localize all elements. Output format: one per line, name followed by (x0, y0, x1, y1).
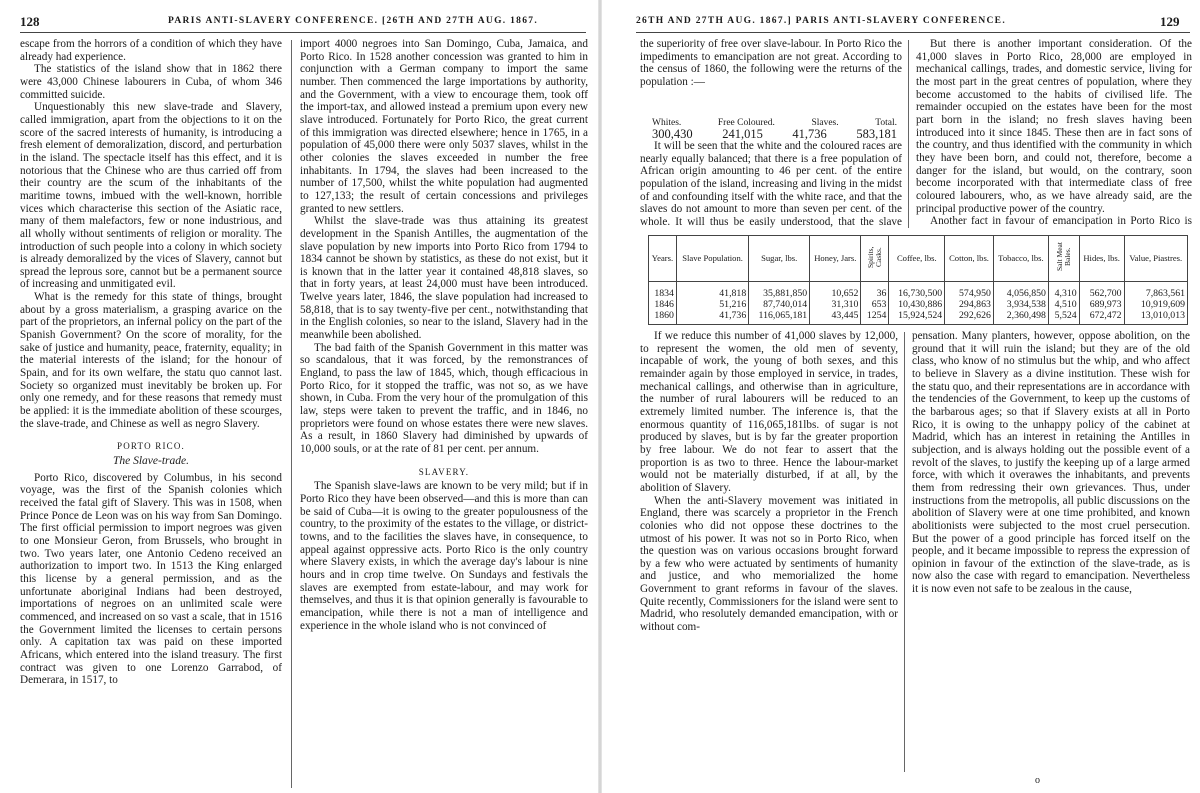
table-cell: 5,524 (1048, 310, 1079, 325)
table-cell: 294,863 (945, 299, 994, 310)
right-column-3 (640, 330, 898, 785)
table-cell: 3,934,538 (993, 299, 1048, 310)
table-cell: 689,973 (1079, 299, 1124, 310)
section-subheading: The Slave-trade. (112, 455, 189, 467)
table-row (649, 310, 1188, 325)
table-cell: 672,472 (1079, 310, 1124, 325)
table-cell: 2,360,498 (993, 310, 1048, 325)
population-header: Total. (875, 118, 897, 128)
table-header: Sugar, lbs. (749, 236, 810, 282)
table-header: Tobacco, lbs. (993, 236, 1048, 282)
paragraph: But there is another important consideration. Of the 41,000 slaves in Porto Rico, 28,000 are employed in mechanical callings, trades, and domestic service, living for the most part in the great centres of population, where they become accustomed to the habits of civilised life. The remainder occupied on the estates have been for the most part born in the island; no fresh slaves having been introduced into it since 1845. These then are in fact sons of the country, and thus identified with the community in which they have been born, and could not, therefore, become a danger for the island, but would, on the contrary, soon become incorporated with that intermediate class of free coloured labourers, who, as we have already said, are the principal productive power of the country. (916, 38, 1192, 215)
table-cell: 1834 (649, 282, 677, 300)
table-header (1048, 236, 1079, 282)
population-value: 41,736 (792, 127, 827, 141)
paragraph: It will be seen that the white and the coloured races are nearly equally balanced; that there is a free population of African origin amounting to 46 per cent. of the entire population of the island, increasing and living in the midst of and confounding itself with the white race, and that the slaves do not amount to more than seven per cent. of the whole. It will thus be easily understood, that the slave (640, 140, 902, 228)
paragraph: Whilst the slave-trade was thus attaining its greatest development in the Spanish Antilles, the augmentation of the slave population by new imports into Porto Rico from 1794 to 1834 cannot be shown by statistics, as these do not exist, but it is known that in the latter year it contained 48,818 slaves, so that in forty years, at least 24,000 must have been introduced. Twelve years later, 1846, the slave population had increased to 58,818, that is to say twenty-five per cent., notwithstanding that in the English colonies, so near to the island, Slavery had in the meanwhile been abolished. (300, 215, 588, 342)
population-value: 583,181 (856, 127, 897, 141)
table-header (861, 236, 889, 282)
table-cell: 7,863,561 (1124, 282, 1187, 300)
table-header: Honey, Jars. (810, 236, 861, 282)
table-cell: 10,652 (810, 282, 861, 300)
table-cell: 15,924,524 (889, 310, 945, 325)
table-cell: 4,310 (1048, 282, 1079, 300)
paragraph: If we reduce this number of 41,000 slaves by 12,000, to represent the women, the old men of seventy, incapable of work, the young of both sexes, and this remainder again by those employed in service, in trades, mechanical callings, and otherwise than in agriculture, the number of rural labourers will be reduced to an extremely limited number. The inference is, that the enormous quantity of 116,065,181lbs. of sugar is not produced by slaves, but is by far the greater proportion by free labour. We do not fear to assert that the proportion is as two to three. Hence the labour-market would not be materially disturbed, if at all, by the abolition of Slavery. (640, 330, 898, 494)
table-header-row (649, 236, 1188, 282)
right-column-1-bottom (640, 140, 902, 230)
paragraph: What is the remedy for this state of things, brought about by a gross materialism, a grasping avarice on the part of the proprietors, an infernal policy on the part of the Spanish Government? On the score of morality, for the sake of justice and humanity, peace, fraternity, equality; in the material interests of the island; for the honour of Spain, and for its own welfare, the statu quo cannot last. Society so organized must inevitably be broken up. For only one remedy, and for these reasons that remedy must be applied: it is the immediate abolition of these scourges, the slave-trade, and Chinese as well as negro Slavery. (20, 291, 282, 430)
table-cell: 41,736 (676, 310, 748, 325)
table-header: Years. (649, 236, 677, 282)
paragraph: the superiority of free over slave-labour. In Porto Rico the impediments to emancipation are not great. According to the census of 1860, the following were the returns of the population :— (640, 38, 902, 88)
table-row (649, 282, 1188, 300)
table-cell: 1254 (861, 310, 889, 325)
header-rule (20, 32, 586, 33)
table-cell: 16,730,500 (889, 282, 945, 300)
table-cell: 562,700 (1079, 282, 1124, 300)
table-header: Coffee, lbs. (889, 236, 945, 282)
population-value: 300,430 (652, 127, 693, 141)
table-header: Slave Population. (676, 236, 748, 282)
table-cell: 87,740,014 (749, 299, 810, 310)
table-cell: 1860 (649, 310, 677, 325)
page-number: 129 (1160, 14, 1180, 29)
table-header: Cotton, lbs. (945, 236, 994, 282)
page-number: 128 (20, 14, 40, 29)
column-rule (904, 332, 905, 772)
table-cell: 51,216 (676, 299, 748, 310)
table-header-vertical: Spirits, Casks. (865, 246, 883, 268)
header-rule (636, 32, 1190, 33)
paragraph: import 4000 negroes into San Domingo, Cuba, Jamaica, and Porto Rico. In 1528 another concession was granted to him in conjunction with a German company to import the same number. Then commenced the large importations by authority, and the Government, with a view to encourage them, took off the import-tax, and allowed instead a premium upon every new slave introduced. Fortunately for Porto Rico, the great current of this immigration was directed elsewhere; hence in 1765, in a population of 45,000 there were only 5037 slaves, whilst in the other colonies the slaves exceeded in number the free inhabitants. In 1794, the slaves had been increased to the number of 17,500, whilst the white population had augmented to 127,133; the result of certain concessions and privileges granted to new settlers. (300, 38, 588, 215)
paragraph: The statistics of the island show that in 1862 there were 43,000 Chinese labourers in Cuba, of whom 346 committed suicide. (20, 63, 282, 101)
footer-mark: o (1035, 775, 1040, 786)
table-header: Hides, lbs. (1079, 236, 1124, 282)
production-table (648, 235, 1188, 325)
table-cell: 41,818 (676, 282, 748, 300)
right-column-1-top (640, 38, 902, 110)
left-column-2 (300, 38, 588, 790)
table-cell: 4,510 (1048, 299, 1079, 310)
population-header: Free Coloured. (717, 118, 775, 128)
table-cell: 4,056,850 (993, 282, 1048, 300)
paragraph: Another fact in favour of emancipation in Porto Rico is (930, 215, 1192, 228)
paragraph: The bad faith of the Spanish Government in this matter was so scandalous, that it was forced, by the remonstrances of England, to pass the law of 1845, which, though efficacious in Porto Rico, for it stopped the traffic, was not so, as we have shown, in Cuba. From the very hour of the promulgation of this law, steps were taken to prevent the traffic, and in 1846, no proprietors were found on whose estates there were new slaves. As a result, in 1860 Slavery had diminished by upwards of 10,000 souls, or at the rate of 81 per cent. per annum. (300, 341, 588, 455)
paragraph: escape from the horrors of a condition of which they have already had experience. (20, 38, 282, 63)
table-cell: 653 (861, 299, 889, 310)
right-column-4 (912, 330, 1190, 772)
table-cell: 10,430,886 (889, 299, 945, 310)
table-row (649, 299, 1188, 310)
table-cell: 292,626 (945, 310, 994, 325)
table-cell: 116,065,181 (749, 310, 810, 325)
paragraph: pensation. Many planters, however, oppose abolition, on the ground that it will ruin the island; but they are of the old class, who know of no stimulus but the whip, and who affect to believe in Slavery as a divine institution. These wish for the statu quo, and their representations are in accordance with the tendencies of the Government, to keep up the customs of the barbarous ages; so that if Slavery exists at all in Porto Rico, it is owing to the unhappy policy of the cabinet at Madrid, which has an interest in retaining the Antilles in subjection, and is always holding out the possible event of a revolt of the slaves, to justify the keeping up of a large armed force, with which it overawes the inhabitants, and prevents them from redressing their own grievances. Thus, under instructions from the metropolis, all public discussions on the abolition of Slavery were at one time prohibited, and known abolitionists were subjected to the most cruel persecution. But the power of a good principle has forced itself on the people, and it became impossible to repress the expression of opinion in favour of the extinction of the slave-trade, as is now also the case with regard to emancipation. Nevertheless it is now even not safe to be zealous in the cause, (912, 330, 1190, 596)
section-heading: PORTO RICO. (116, 441, 185, 452)
right-column-2 (916, 38, 1192, 228)
table-cell: 43,445 (810, 310, 861, 325)
paragraph: When the anti-Slavery movement was initiated in England, there was scarcely a proprietor in the French colonies who did not oppose these doctrines to the utmost of his power. It was not so in Porto Rico, when the question was on various occasions brought forward by a few who were actuated by sentiments of humanity and justice, and who memorialized the home Government to grant reforms in favour of the slaves. Quite recently, Commissioners for the island were sent to Madrid, who resolutely demanded emancipation, with or without com- (640, 494, 898, 634)
table-cell: 574,950 (945, 282, 994, 300)
section-heading: SLAVERY. (418, 466, 470, 477)
table-cell: 31,310 (810, 299, 861, 310)
table-cell: 36 (861, 282, 889, 300)
paragraph: Unquestionably this new slave-trade and Slavery, called immigration, apart from the objections to it on the score of the sacred interests of humanity, is introducing a fresh element of demoralization, discord, and perturbation in the island. The spectacle itself has this effect, and it is notorious that the Chinese who are thus carried off from their country are the scum of the inhabitants of the maritime towns, imbued with the well-known, horrible vices which characterise this section of the Asiatic race, many of them malefactors, few or none industrious, and all wholly without sentiments of religion or morality. The introduction of such people into a colony in which society is already demoralized by the vices of Slavery, cannot but spread the leprous sore, cannot but be a permanent source of increasing and unmitigated evil. (20, 101, 282, 291)
paragraph: The Spanish slave-laws are known to be very mild; but if in Porto Rico they have been observed—and this is more than can be said of Cuba—it is owing to the greater populousness of the country, to the proximity of the estates to the village, or district-towns, and to the facilities the slaves have, in consequence, to appeal against oppressive acts. Porto Rico is the only country where Slavery exists, in which the average day's labour is nine hours and in crop time twelve. On Sundays and festivals the slaves are exempted from estate-labour, and may work for themselves, and thus it is that opinion generally is favourable to emancipation, while there is not a man of intelligence and experience in the whole island who is not convinced of (300, 480, 588, 632)
column-rule (291, 40, 292, 788)
running-header: 26TH AND 27TH AUG. 1867.] PARIS ANTI-SLAVERY CONFERENCE. (636, 16, 1006, 26)
table-cell: 13,010,013 (1124, 310, 1187, 325)
population-returns (652, 118, 897, 140)
table-cell: 35,881,850 (749, 282, 810, 300)
table-cell: 1846 (649, 299, 677, 310)
population-value-row (652, 129, 897, 140)
column-rule (908, 40, 909, 228)
population-value: 241,015 (722, 127, 763, 141)
running-header: PARIS ANTI-SLAVERY CONFERENCE. [26TH AND 27TH AUG. 1867. (168, 16, 538, 26)
table-header: Value, Piastres. (1124, 236, 1187, 282)
left-column-1 (20, 38, 282, 790)
table-header-vertical: Salt Meat Bales. (1054, 242, 1072, 272)
population-header: Whites. (652, 118, 682, 128)
population-header: Slaves. (811, 118, 839, 128)
table-cell: 10,919,609 (1124, 299, 1187, 310)
paragraph: Porto Rico, discovered by Columbus, in his second voyage, was the first of the Spanish colonies which received the fatal gift of Slavery. This was in 1508, when Prince Ponce de Leon was on his way from San Domingo. The first official permission to import negroes was given to one Monsieur Geron, from Brussels, who brought in two. Two years later, one Antonio Cedeno received an authorization to import two. In 1513 the King enlarged this license by a general permission, and as the unfortunate aboriginal Indians had been destroyed, importations of negroes on an unlimited scale were commenced, and increased on so vast a scale, that in 1516 the Government limited the licenses to certain persons only. A capitation tax was paid on these imported Africans, which entered into the island treasury. The first contract was given to one Lorenzo Garrabod, of Demerara, in 1517, to (20, 471, 282, 687)
